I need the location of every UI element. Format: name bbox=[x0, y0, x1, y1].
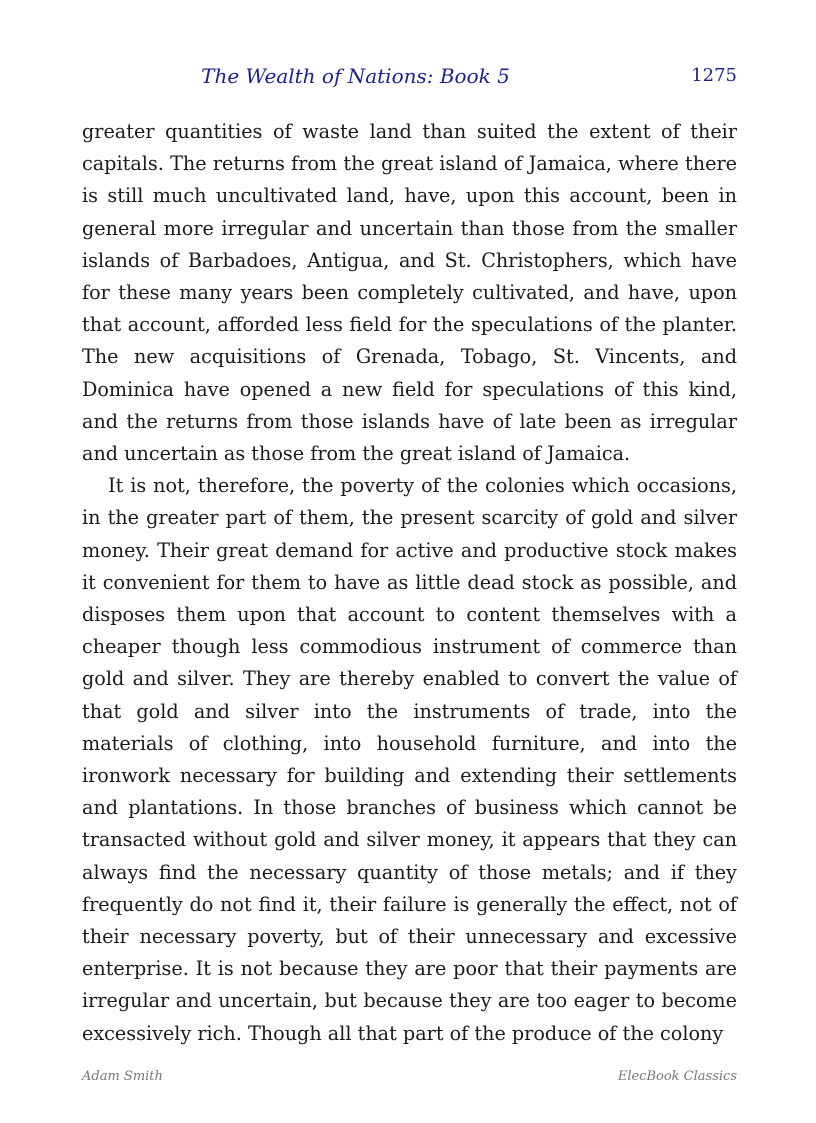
footer-author: Adam Smith bbox=[82, 1069, 163, 1084]
paragraph: It is not, therefore, the poverty of the colonies which occasions, in the greater part of them, the present scarcity of gold and silver money. Their great demand for active and productive stock makes it convenient for them to have as little dead stock as possible, and disposes them upon that account to content themselves with a cheaper though less commodious instrument of commerce than gold and silver. They are thereby enabled to convert the value of that gold and silver into the instruments of trade, into the materials of clothing, into household furniture, and into the ironwork necessary for building and extending their settlements and plantations. In those branches of business which cannot be transacted without gold and silver money, it appears that they can always find the necessary quantity of those metals; and if they frequently do not find it, their failure is generally the effect, not of their necessary poverty, but of their unnecessary and excessive enterprise. It is not because they are poor that their payments are irregular and uncertain, but because they are too eager to become excessively rich. Though all that part of the produce of the colony bbox=[82, 474, 737, 1045]
paragraph-continued: greater quantities of waste land than suited the extent of their capitals. The returns from the great island of Jamaica, where there is still much uncultivated land, have, upon this account, been in general more irregular and uncertain than those from the smaller islands of Barbadoes, Antigua, and St. Christophers, which have for these many years been completely cultivated, and have, upon that account, afforded less field for the speculations of the planter. The new acquisitions of Grenada, Tobago, St. Vincents, and Dominica have opened a new field for speculations of this kind, and the returns from those islands have of late been as irregular and uncertain as those from the great island of Jamaica. bbox=[82, 120, 737, 466]
page-footer bbox=[82, 1066, 737, 1088]
page-header bbox=[82, 62, 737, 92]
page-number: 1275 bbox=[691, 65, 737, 86]
running-title: The Wealth of Nations: Book 5 bbox=[201, 64, 510, 88]
footer-publisher: ElecBook Classics bbox=[617, 1069, 737, 1084]
body-text bbox=[82, 116, 737, 1050]
